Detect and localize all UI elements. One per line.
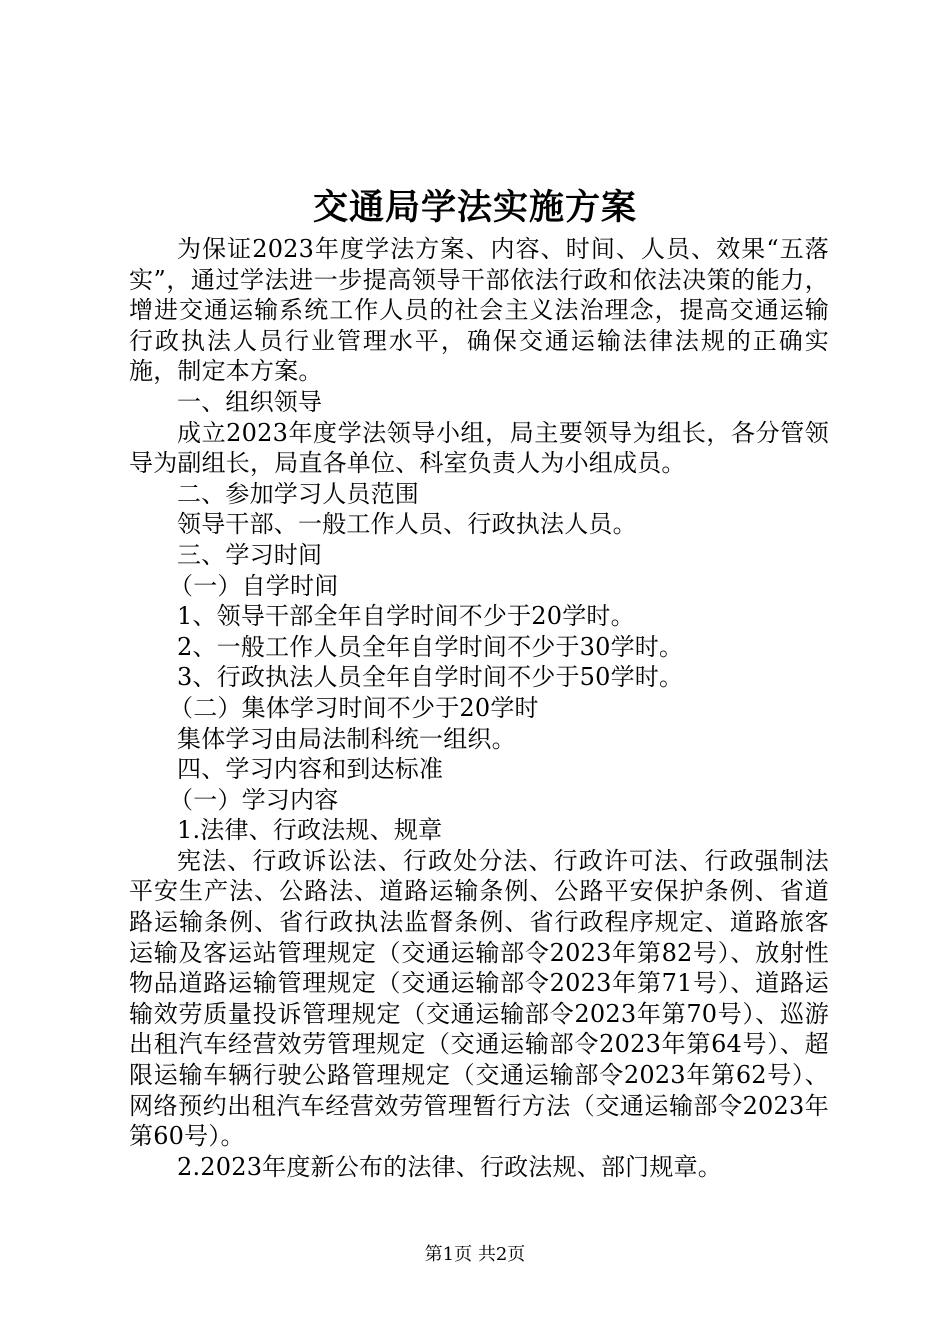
list-item: 1、领导干部全年自学时间不少于20学时。 (177, 602, 635, 631)
subheading-study-content: （一）学习内容 (169, 785, 339, 814)
heading-participants: 二、参加学习人员范围 (177, 479, 419, 508)
paragraph-participants: 领导干部、一般工作人员、行政执法人员。 (177, 510, 637, 539)
paragraph-organization: 成立2023年度学法领导小组，局主要领导为组长，各分管领导为副组长，局直各单位、科室负责人为小组成员。 (129, 418, 829, 478)
heading-organization: 一、组织领导 (177, 387, 323, 416)
list-item: 2.2023年度新公布的法律、行政法规、部门规章。 (177, 1152, 722, 1181)
document-body (129, 234, 829, 1182)
subheading-group-study: （二）集体学习时间不少于20学时 (169, 693, 539, 722)
paragraph-intro: 为保证2023年度学法方案、内容、时间、人员、效果“五落实”，通过学法进一步提高领导干部依法行政和依法决策的能力，增进交通运输系统工作人员的社会主义法治理念，提高交通运输行政执法人员行业管理水平，确保交通运输法律法规的正确实施，制定本方案。 (129, 235, 829, 386)
page-number-footer: 第1页 共2页 (424, 1244, 526, 1265)
heading-content-standards: 四、学习内容和到达标准 (177, 755, 444, 784)
subheading-self-study: （一）自学时间 (169, 571, 339, 600)
heading-study-time: 三、学习时间 (177, 540, 323, 569)
list-item: 3、行政执法人员全年自学时间不少于50学时。 (177, 663, 684, 692)
list-item: 2、一般工作人员全年自学时间不少于30学时。 (177, 632, 684, 661)
document-title: 交通局学法实施方案 (312, 187, 637, 228)
list-item: 1.法律、行政法规、规章 (177, 816, 443, 845)
paragraph-group-study: 集体学习由局法制科统一组织。 (177, 724, 516, 753)
paragraph-laws-list: 宪法、行政诉讼法、行政处分法、行政许可法、行政强制法平安生产法、公路法、道路运输条例、公路平安保护条例、省道路运输条例、省行政执法监督条例、省行政程序规定、道路旅客运输及客运站管理规定（交通运输部令2023年第82号）、放射性物品道路运输管理规定（交通运输部令2023年第71号）、道路运输效劳质量投诉管理规定（交通运输部令2023年第70号）、巡游出租汽车经营效劳管理规定（交通运输部令2023年第64号）、超限运输车辆行驶公路管理规定（交通运输部令2023年第62号）、网络预约出租汽车经营效劳管理暂行方法（交通运输部令2023年第60号）。 (129, 846, 829, 1151)
